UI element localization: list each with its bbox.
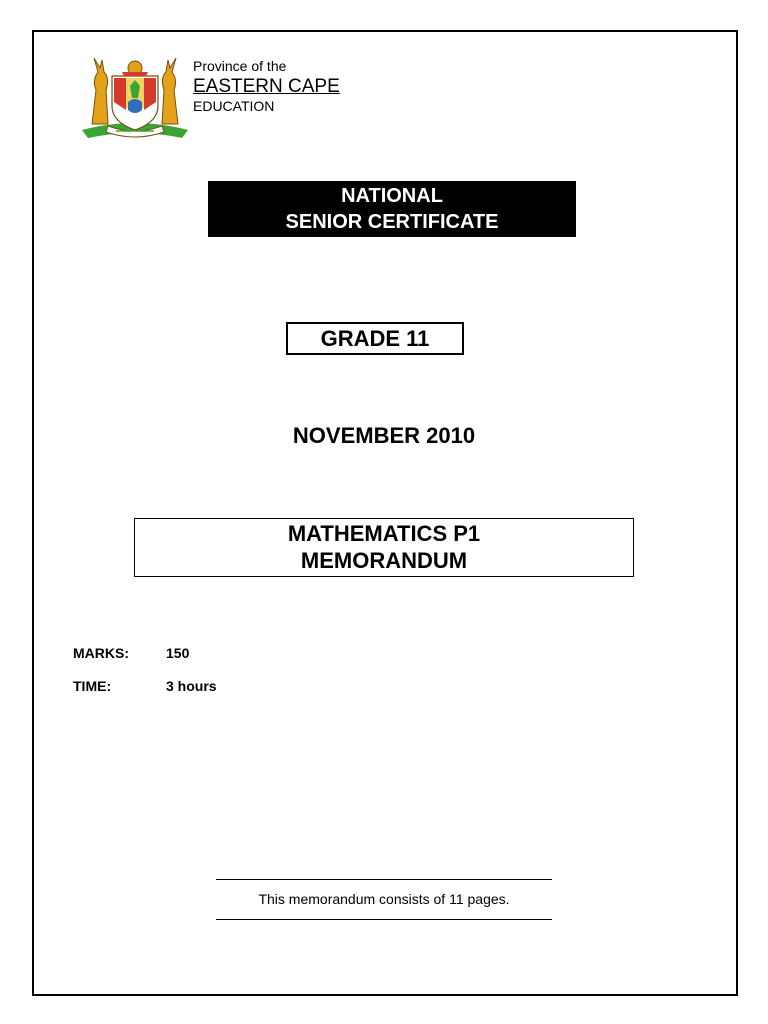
grade-box: GRADE 11 <box>286 322 464 355</box>
subject-title: MATHEMATICS P1 <box>287 521 481 546</box>
page-border <box>32 30 738 996</box>
coat-of-arms-icon <box>78 50 192 144</box>
marks-label: MARKS: <box>73 645 129 661</box>
province-heading <box>193 58 340 114</box>
province-name: EASTERN CAPE <box>193 76 340 97</box>
time-label: TIME: <box>73 678 112 694</box>
marks-row <box>73 644 189 662</box>
certificate-line-1: NATIONAL <box>341 185 443 207</box>
subject-type: MEMORANDUM <box>300 548 468 573</box>
subject-box <box>134 518 634 577</box>
department-name: EDUCATION <box>193 98 275 114</box>
marks-value: 150 <box>166 645 190 661</box>
certificate-line-2: SENIOR CERTIFICATE <box>285 211 499 233</box>
time-value: 3 hours <box>166 678 217 694</box>
footer-top-rule <box>216 879 552 880</box>
province-prefix: Province of the <box>193 58 287 74</box>
page-count-note: This memorandum consists of 11 pages. <box>258 891 510 907</box>
footer-bottom-rule <box>216 919 552 920</box>
certificate-banner <box>208 181 576 237</box>
time-row <box>73 677 217 695</box>
exam-date: NOVEMBER 2010 <box>292 423 476 448</box>
